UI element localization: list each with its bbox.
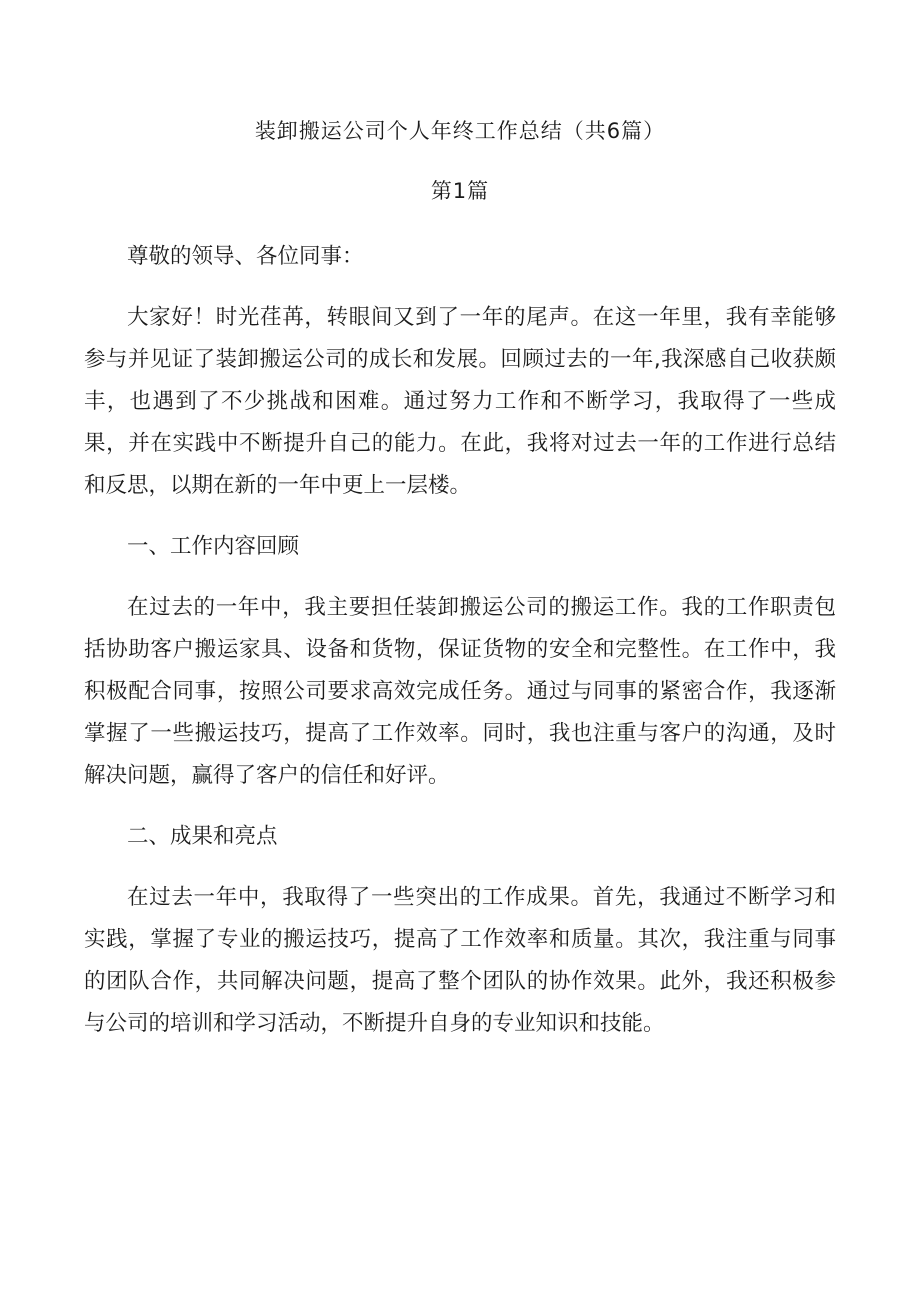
document-body bbox=[84, 236, 836, 1045]
document-title: 装卸搬运公司个人年终工作总结（共6篇） bbox=[254, 119, 666, 143]
salutation: 尊敬的领导、各位同事： bbox=[127, 244, 364, 269]
section-paragraph-2: 在过去一年中，我取得了一些突出的工作成果。首先，我通过不断学习和实践，掌握了专业的搬运技巧，提高了工作效率和质量。其次，我注重与同事的团队合作，共同解决问题，提高了整个团队的协作效果。此外，我还积极参与公司的培训和学习活动，不断提升自身的专业知识和技能。 bbox=[84, 885, 836, 1036]
section-heading-2: 二、成果和亮点 bbox=[127, 824, 278, 849]
section-heading-1: 一、工作内容回顾 bbox=[127, 534, 300, 559]
document-subtitle: 第1篇 bbox=[430, 179, 490, 203]
section-paragraph-1: 在过去的一年中，我主要担任装卸搬运公司的搬运工作。我的工作职责包括协助客户搬运家具、设备和货物，保证货物的安全和完整性。在工作中，我积极配合同事，按照公司要求高效完成任务。通过与同事的紧密合作，我逐渐掌握了一些搬运技巧，提高了工作效率。同时，我也注重与客户的沟通，及时解决问题，赢得了客户的信任和好评。 bbox=[84, 595, 836, 788]
intro-paragraph: 大家好！时光荏苒，转眼间又到了一年的尾声。在这一年里，我有幸能够参与并见证了装卸搬运公司的成长和发展。回顾过去的一年,我深感自己收获颇丰，也遇到了不少挑战和困难。通过努力工作和不断学习，我取得了一些成果，并在实践中不断提升自己的能力。在此，我将对过去一年的工作进行总结和反思，以期在新的一年中更上一层楼。 bbox=[84, 305, 836, 498]
